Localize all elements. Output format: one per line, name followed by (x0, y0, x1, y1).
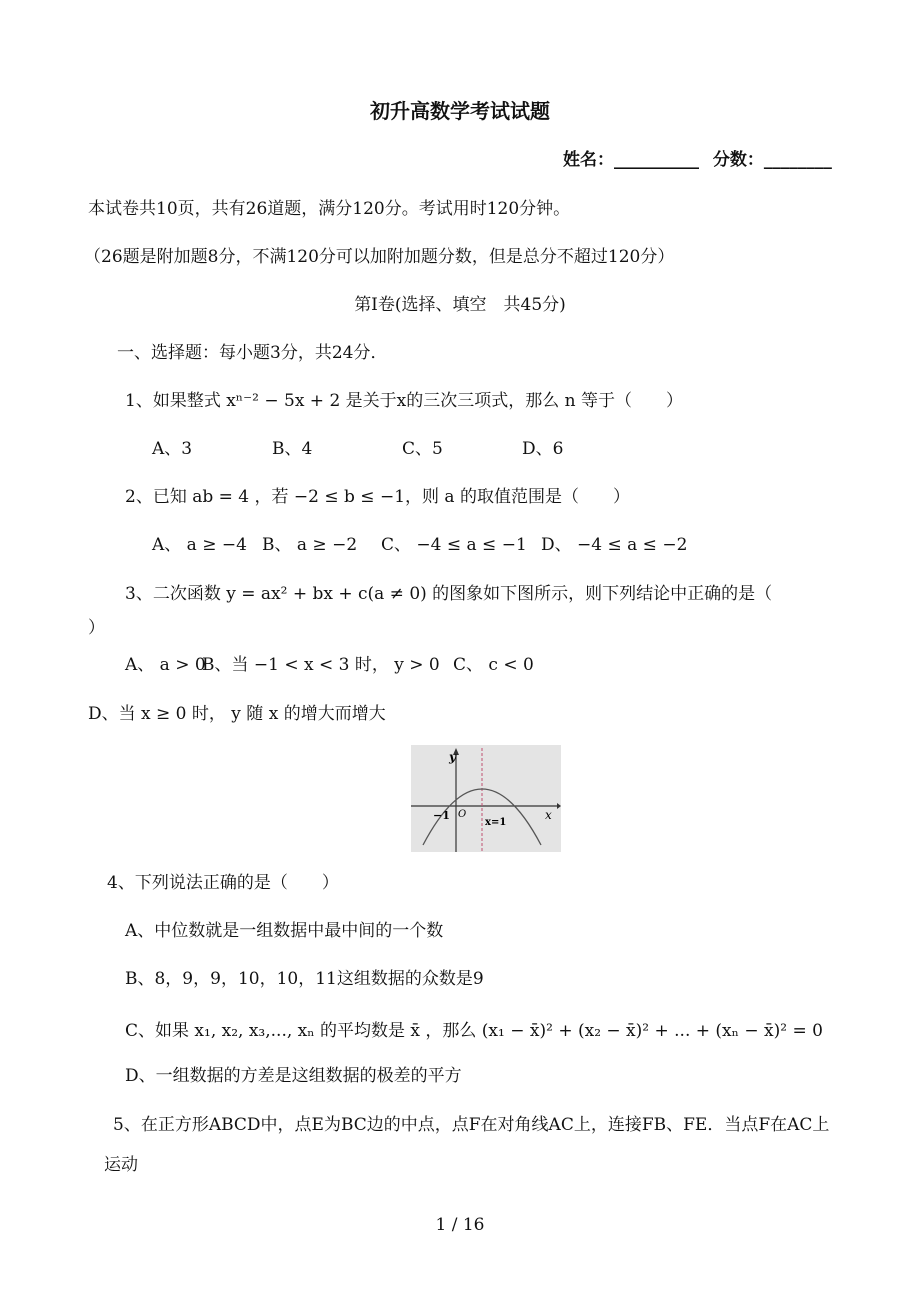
parabola-svg (411, 745, 561, 852)
score-label: 分数： (712, 150, 764, 170)
q1-option-d: D、6 (522, 439, 564, 459)
x-axis-label: x (545, 808, 552, 822)
x-axis-arrow (557, 803, 561, 809)
q2-option-a: A、 a ≥ −4 (152, 535, 247, 555)
symmetry-axis-label: x=1 (485, 817, 507, 828)
name-score-line (563, 149, 832, 171)
q2-option-b: B、 a ≥ −2 (262, 535, 358, 555)
section-heading: 第I卷(选择、填空 共45分) (354, 295, 566, 315)
q4-option-c: C、如果 x₁, x₂, x₃,..., xₙ 的平均数是 x̄ ，那么 (x₁ − x̄)² + (x₂ − x̄)² + ... + (xₙ − x̄)² = 0 (125, 1021, 823, 1041)
q3-option-c: C、 c < 0 (453, 655, 534, 675)
q4-option-b: B、8，9，9，10，10，11这组数据的众数是9 (125, 969, 484, 989)
question-5: 5、在正方形ABCD中，点E为BC边的中点，点F在对角线AC上，连接FB、FE．当点F在AC上 (113, 1115, 830, 1135)
parabola-figure (411, 745, 561, 852)
q2-option-d: D、 −4 ≤ a ≤ −2 (541, 535, 688, 555)
y-axis-label: y (449, 750, 456, 764)
question-2: 2、已知 ab = 4 ，若 −2 ≤ b ≤ −1，则 a 的取值范围是（ ） (125, 487, 630, 507)
q3-option-d: D、当 x ≥ 0 时， y 随 x 的增大而增大 (88, 704, 386, 724)
neg-one-label: −1 (433, 809, 450, 822)
question-4: 4、下列说法正确的是（ ） (107, 873, 339, 893)
intro-line-1: 本试卷共10页，共有26道题，满分120分。考试用时120分钟。 (88, 199, 571, 219)
q3-option-a: A、 a > 0 (125, 655, 206, 675)
question-1: 1、如果整式 xⁿ⁻² − 5x + 2 是关于x的三次三项式，那么 n 等于（ ） (125, 391, 684, 411)
q2-option-c: C、 −4 ≤ a ≤ −1 (381, 535, 527, 555)
intro-line-2: （26题是附加题8分，不满120分可以加附加题分数，但是总分不超过120分） (84, 247, 675, 267)
q1-option-b: B、4 (272, 439, 313, 459)
q1-option-c: C、5 (402, 439, 443, 459)
name-blank: __________ (614, 150, 699, 170)
name-label: 姓名： (563, 150, 614, 170)
question-5-cont: 运动 (104, 1155, 138, 1175)
q4-option-a: A、中位数就是一组数据中最中间的一个数 (125, 921, 444, 941)
q1-option-a: A、3 (152, 439, 193, 459)
question-3: 3、二次函数 y = ax² + bx + c(a ≠ 0) 的图象如下图所示，则下列结论中正确的是（ (125, 584, 773, 604)
question-3-end: ） (88, 618, 105, 638)
score-blank: ________ (763, 150, 832, 170)
page-title: 初升高数学考试试题 (370, 99, 550, 123)
part-heading: 一、选择题：每小题3分，共24分． (117, 343, 388, 363)
q3-option-b: B、当 −1 < x < 3 时， y > 0 (202, 655, 440, 675)
origin-label: O (458, 809, 467, 820)
page-number: 1 / 16 (435, 1215, 485, 1235)
q4-option-d: D、一组数据的方差是这组数据的极差的平方 (125, 1066, 462, 1086)
